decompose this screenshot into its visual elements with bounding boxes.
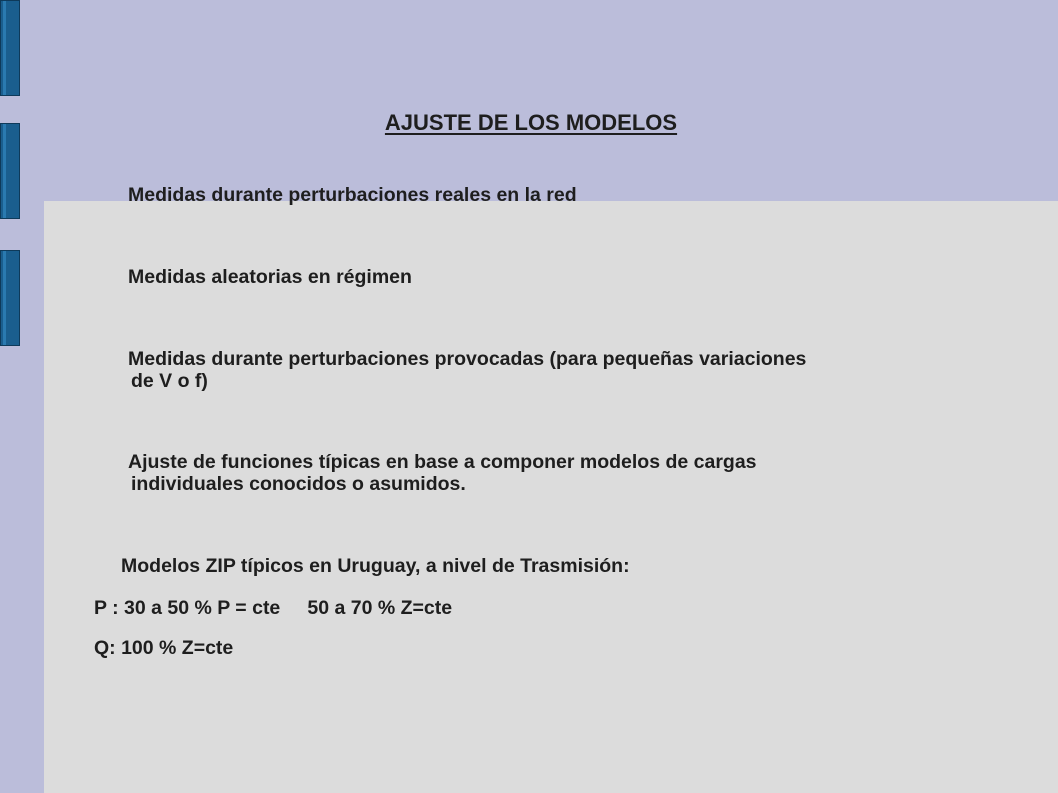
list-item-text-continued: individuales conocidos o asumidos. [131, 473, 466, 495]
list-item-text: Ajuste de funciones típicas en base a componer modelos de cargas [128, 451, 757, 473]
slide-title: AJUSTE DE LOS MODELOS [384, 110, 678, 135]
list-item-text-continued: de V o f) [131, 370, 208, 392]
list-item-text: Medidas durante perturbaciones provocadas (para pequeñas variaciones [128, 348, 807, 370]
zip-models-heading: Modelos ZIP típicos en Uruguay, a nivel de Trasmisión: [121, 555, 630, 577]
list-item-text: Medidas aleatorias en régimen [128, 266, 412, 288]
list-item [128, 184, 988, 206]
content-area [44, 201, 1058, 793]
list-item [128, 266, 988, 288]
decorative-side-bar [0, 250, 20, 346]
list-item-text: Medidas durante perturbaciones reales en la red [128, 184, 577, 206]
q-model-line: Q: 100 % Z=cte [94, 637, 234, 659]
list-item [128, 451, 988, 495]
p-model-line: P : 30 a 50 % P = cte 50 a 70 % Z=cte [94, 597, 453, 619]
list-item [128, 348, 988, 392]
decorative-side-bar [0, 123, 20, 219]
decorative-side-bar [0, 0, 20, 96]
